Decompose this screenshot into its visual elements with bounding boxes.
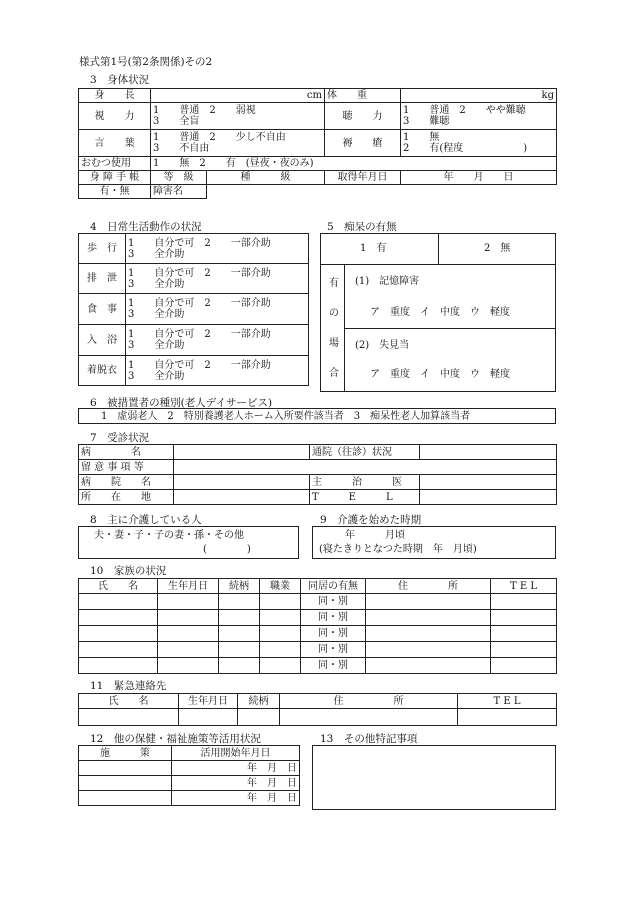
family-header-name: 氏 名 — [79, 579, 158, 594]
dementia-side-4: 合 — [329, 368, 339, 379]
adl-options[interactable] — [126, 294, 309, 325]
adl-table — [78, 233, 309, 386]
adl-row — [79, 234, 309, 264]
table-row — [79, 761, 300, 776]
family-header-address: 住 所 — [366, 579, 491, 594]
handbook-label: 身 障 手 帳 — [79, 171, 151, 185]
hospital-label: 病 院 名 — [79, 475, 174, 490]
adl-row — [79, 356, 309, 386]
adl-row — [79, 325, 309, 356]
adl-label: 歩 行 — [79, 234, 126, 264]
bedridden-date[interactable]: (寝たきりとなつた時期 年 月頃) — [319, 544, 477, 555]
notes-label: 留 意 事 項 等 — [79, 460, 174, 475]
adl-options[interactable] — [126, 234, 309, 264]
address-field[interactable] — [174, 490, 310, 505]
adl-options[interactable] — [126, 325, 309, 356]
cohab-option[interactable]: 同・別 — [301, 610, 366, 626]
adl-row — [79, 294, 309, 325]
tel-field[interactable] — [420, 490, 557, 505]
adl-opt2: 3 全介助 — [128, 340, 185, 351]
speech-options[interactable] — [151, 130, 325, 157]
speech-opt2: 3 不自由 — [153, 143, 210, 154]
tel-label: T E L — [310, 490, 420, 505]
grade-label: 等 級 — [151, 171, 207, 185]
section-12-heading: 12 他の保健・福祉施策等活用状況 — [90, 733, 261, 745]
dementia-no[interactable]: 2 無 — [484, 243, 511, 254]
services-header-date: 活用開始年月日 — [172, 746, 300, 761]
cohab-option[interactable]: 同・別 — [301, 626, 366, 642]
cohab-option[interactable]: 同・別 — [301, 642, 366, 658]
table-row — [79, 642, 557, 658]
disability-field[interactable] — [207, 185, 557, 199]
adl-opt1: 1 自分で可 2 一部介助 — [128, 298, 271, 309]
vision-opt1: 1 普通 2 弱視 — [153, 105, 256, 116]
adl-options[interactable] — [126, 264, 309, 294]
dementia-side-3: 場 — [329, 338, 339, 349]
adl-opt2: 3 全介助 — [128, 278, 185, 290]
family-header-job: 職業 — [260, 579, 301, 594]
table-row — [79, 658, 557, 674]
caregiver-other[interactable]: ( ) — [203, 544, 251, 555]
service-start-date[interactable]: 年 月 日 — [172, 791, 300, 806]
family-table — [78, 578, 557, 674]
adl-opt1: 1 自分で可 2 一部介助 — [128, 359, 271, 371]
dementia-yes[interactable]: 1 有 — [360, 243, 387, 254]
diaper-value[interactable]: 1 無 2 有 (昼夜・夜のみ) — [151, 157, 557, 171]
adl-label: 食 事 — [79, 294, 126, 325]
medical-table — [78, 444, 557, 505]
diaper-label: おむつ使用 — [79, 157, 151, 171]
bedsore-opt2: 2 有(程度 ) — [403, 143, 528, 154]
visit-label: 通院（往診）状況 — [310, 445, 420, 460]
special-notes-field[interactable] — [312, 745, 556, 810]
dementia-side-2: の — [329, 308, 339, 319]
adl-label: 着脱衣 — [79, 356, 126, 386]
address-label: 所 在 地 — [79, 490, 174, 505]
bedsore-opt1: 1 無 — [403, 132, 440, 143]
visit-field[interactable] — [420, 445, 557, 460]
speech-opt1: 1 普通 2 少し不自由 — [153, 132, 286, 143]
table-row — [79, 791, 300, 806]
bedsore-options[interactable] — [401, 130, 557, 157]
emergency-header-address: 住 所 — [280, 694, 458, 709]
adl-row — [79, 264, 309, 294]
weight-field[interactable]: kg — [401, 89, 557, 103]
speech-label: 言 葉 — [79, 130, 151, 157]
section-4-heading: 4 日常生活動作の状況 — [90, 221, 202, 233]
section-8-heading: 8 主に介護している人 — [90, 514, 202, 526]
dementia-side-1: 有 — [329, 278, 339, 289]
hospital-field[interactable] — [174, 475, 310, 490]
family-header-tel: T E L — [491, 579, 557, 594]
emergency-header-name: 氏 名 — [79, 694, 179, 709]
adl-opt1: 1 自分で可 2 一部介助 — [128, 237, 271, 249]
adl-opt1: 1 自分で可 2 一部介助 — [128, 267, 271, 279]
acquired-date[interactable]: 年 月 日 — [401, 171, 557, 185]
disorientation-grades[interactable]: ア 重度 イ 中度 ウ 軽度 — [370, 369, 510, 380]
disease-label: 病 名 — [79, 445, 174, 460]
caregiver-options[interactable]: 夫・妻・子・子の妻・孫・その他 — [94, 530, 244, 541]
memory-disorder-grades[interactable]: ア 重度 イ 中度 ウ 軽度 — [370, 307, 510, 318]
table-row — [79, 776, 300, 791]
family-header-cohab: 同居の有無 — [301, 579, 366, 594]
care-type-options[interactable]: 1 虚弱老人 2 特別養護老人ホーム入所要件該当者 3 痴呆性老人加算該当者 — [101, 411, 471, 422]
notes-field[interactable] — [174, 460, 557, 475]
table-row — [79, 610, 557, 626]
adl-opt1: 1 自分で可 2 一部介助 — [128, 329, 271, 340]
hearing-label: 聴 力 — [325, 103, 401, 130]
hearing-options[interactable] — [401, 103, 557, 130]
hearing-opt2: 3 難聴 — [403, 116, 450, 127]
disability-label: 障害名 — [151, 185, 207, 199]
vision-options[interactable] — [151, 103, 325, 130]
emergency-header-relation: 続柄 — [238, 694, 280, 709]
section-10-heading: 10 家族の状況 — [90, 565, 167, 577]
form-title: 様式第1号(第2条関係)その2 — [79, 56, 213, 68]
table-row — [79, 626, 557, 642]
section-5-heading: 5 痴呆の有無 — [327, 221, 397, 233]
hearing-opt1: 1 普通 2 やや難聴 — [403, 105, 526, 116]
section-6-heading: 6 被措置者の種別(老人デイサービス) — [90, 397, 273, 409]
memory-disorder-label: (1) 記憶障害 — [355, 276, 420, 287]
adl-label: 入 浴 — [79, 325, 126, 356]
table-row — [79, 709, 557, 726]
section-11-heading: 11 緊急連絡先 — [90, 680, 167, 692]
adl-opt2: 3 全介助 — [128, 309, 185, 320]
handbook-sub[interactable]: 有・無 — [79, 185, 151, 199]
weight-label: 体 重 — [325, 89, 401, 103]
section-13-heading: 13 その他特記事項 — [320, 733, 418, 745]
table-row — [79, 594, 557, 610]
bedsore-label: 褥 瘡 — [325, 130, 401, 157]
emergency-header-birth: 生年月日 — [179, 694, 238, 709]
family-header-birth: 生年月日 — [158, 579, 219, 594]
height-field[interactable]: cm — [151, 89, 325, 103]
adl-opt2: 3 全介助 — [128, 248, 185, 260]
services-header-policy: 施 策 — [79, 746, 172, 761]
type-label: 種 級 — [207, 171, 325, 185]
family-header-relation: 続柄 — [219, 579, 260, 594]
cohab-option[interactable]: 同・別 — [301, 594, 366, 610]
acquired-label: 取得年月日 — [325, 171, 401, 185]
adl-opt2: 3 全介助 — [128, 370, 185, 382]
emergency-table — [78, 693, 557, 726]
cohab-option[interactable]: 同・別 — [301, 658, 366, 674]
vision-label: 視 力 — [79, 103, 151, 130]
section-7-heading: 7 受診状況 — [90, 432, 150, 444]
service-start-date[interactable]: 年 月 日 — [172, 776, 300, 791]
service-start-date[interactable]: 年 月 日 — [172, 761, 300, 776]
services-table — [78, 745, 300, 806]
emergency-header-tel: T E L — [458, 694, 557, 709]
care-start-date[interactable]: 年 月頃 — [345, 530, 405, 541]
section-3-heading: 3 身体状況 — [90, 74, 150, 86]
disorientation-label: (2) 失見当 — [355, 340, 410, 351]
adl-options[interactable] — [126, 356, 309, 386]
height-label: 身 長 — [79, 89, 151, 103]
doctor-label: 主 治 医 — [310, 475, 420, 490]
doctor-field[interactable] — [420, 475, 557, 490]
adl-label: 排 泄 — [79, 264, 126, 294]
section-9-heading: 9 介護を始めた時期 — [320, 514, 422, 526]
disease-field[interactable] — [174, 445, 310, 460]
body-status-table — [78, 88, 557, 199]
vision-opt2: 3 全盲 — [153, 116, 200, 127]
